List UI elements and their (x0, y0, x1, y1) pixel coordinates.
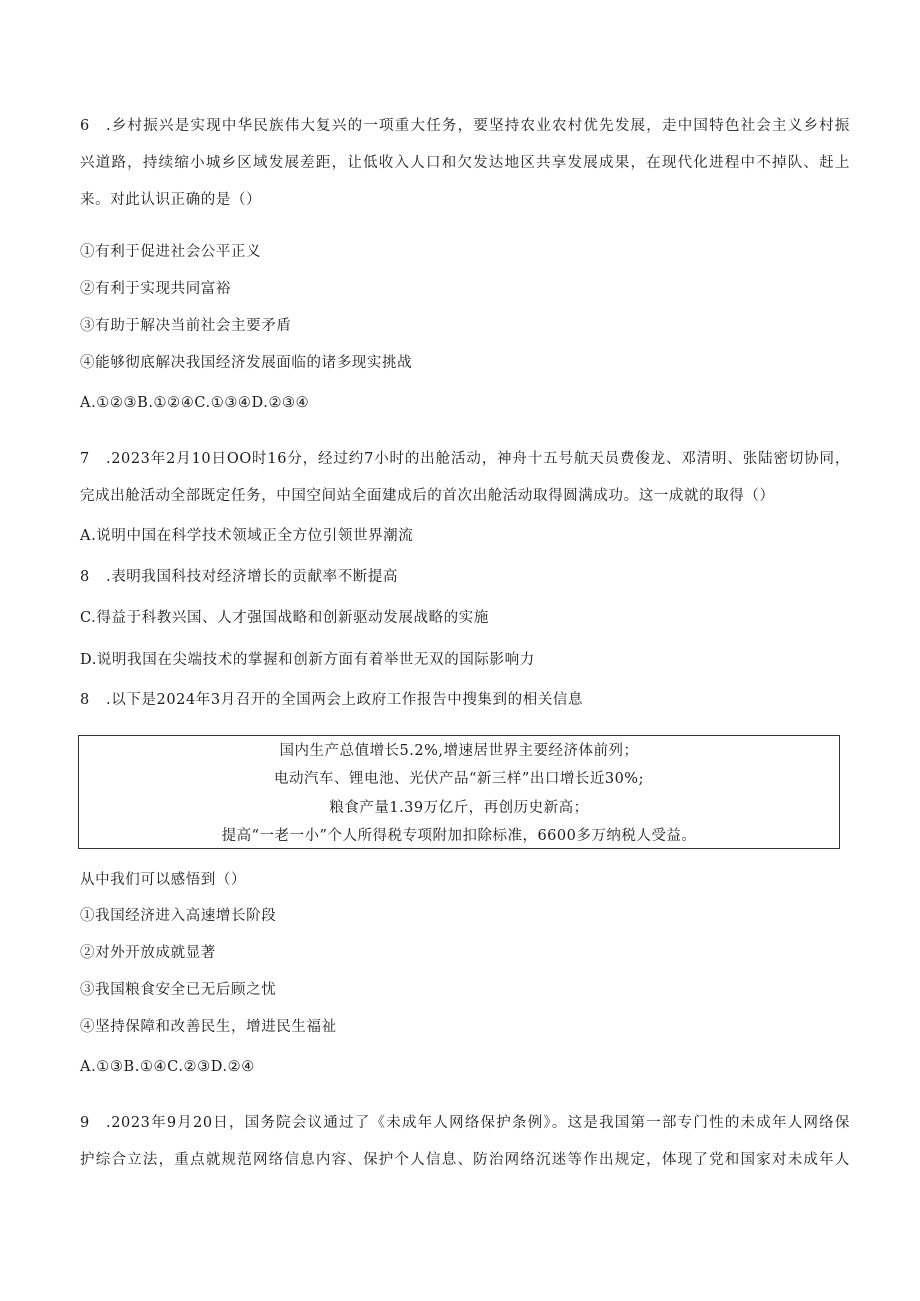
q6-number: 6 (80, 118, 90, 134)
q8-number: 8 (80, 692, 90, 708)
q9-line-2: 护综合立法，重点就规范网络信息内容、保护个人信息、防治网络沉迷等作出规定，体现了党和国家对未成年人 (80, 1152, 850, 1168)
q8-option-4: ④坚持保障和改善民生，增进民生福祉 (80, 1019, 337, 1035)
q9-stem-1: .2023年9月20日，国务院会议通过了《未成年人网络保护条例》。这是我国第一部专门性的未成年人网络保 (106, 1115, 850, 1131)
q8-stem-1: .以下是2024年3月召开的全国两会上政府工作报告中搜集到的相关信息 (106, 692, 584, 708)
q6-line-2: 兴道路，持续缩小城乡区域发展差距，让低收入人口和欠发达地区共享发展成果，在现代化进程中不掉队、赶上 (80, 155, 850, 171)
q6-line-1 (80, 116, 850, 136)
q6-option-3: ③有助于解决当前社会主要矛盾 (80, 318, 292, 334)
q6-option-4: ④能够彻底解决我国经济发展面临的诸多现实挑战 (80, 355, 413, 371)
q8-option-1: ①我国经济进入高速增长阶段 (80, 908, 277, 924)
q7-option-c: C.得益于科教兴国、人才强国战略和创新驱动发展战略的实施 (80, 610, 489, 626)
q8-info-row-3: 粮食产量1.39万亿斤，再创历史新高； (329, 800, 589, 816)
q7-number: 7 (80, 451, 90, 467)
q6-line-3: 来。对此认识正确的是（） (80, 192, 262, 208)
q9-number: 9 (80, 1115, 90, 1131)
q7-option-b-text: .表明我国科技对经济增长的贡献率不断提高 (106, 569, 399, 585)
q8-info-row-4: 提高“一老一小”个人所得税专项附加扣除标准，6600多万纳税人受益。 (221, 828, 697, 844)
q7-option-b (80, 567, 850, 587)
q7-option-d: D.说明我国在尖端技术的掌握和创新方面有着举世无双的国际影响力 (80, 652, 535, 668)
q6-option-2: ②有利于实现共同富裕 (80, 281, 231, 297)
q6-stem-1: .乡村振兴是实现中华民族伟大复兴的一项重大任务，要坚持农业农村优先发展，走中国特色社会主义乡村振 (106, 118, 850, 134)
q8-line-1 (80, 690, 850, 710)
q7-option-b-number: 8 (80, 569, 90, 585)
q8-info-row-2: 电动汽车、锂电池、光伏产品“新三样”出口增长近30%; (274, 771, 644, 787)
q8-info-box (78, 735, 840, 849)
q7-option-a: A.说明中国在科学技术领域正全方位引领世界潮流 (80, 528, 414, 544)
q6-answer-choices: A.①②③B.①②④C.①③④D.②③④ (80, 395, 310, 411)
q7-line-1 (80, 449, 850, 469)
q6-option-1: ①有利于促进社会公平正义 (80, 244, 262, 260)
q7-stem-1: .2023年2月10日OO时16分，经过约7小时的出舱活动，神舟十五号航天员费俊龙、邓清明、张陆密切协同， (106, 451, 850, 467)
q7-line-2: 完成出舱活动全部既定任务，中国空间站全面建成后的首次出舱活动取得圆满成功。这一成就的取得（） (80, 488, 775, 504)
q9-line-1 (80, 1113, 850, 1133)
q8-option-2: ②对外开放成就显著 (80, 945, 216, 961)
q8-answer-choices: A.①③B.①④C.②③D.②④ (80, 1059, 255, 1075)
q8-prompt: 从中我们可以感悟到（） (80, 872, 247, 888)
q8-info-row-1: 国内生产总值增长5.2%,增速居世界主要经济体前列； (279, 743, 639, 759)
q8-option-3: ③我国粮食安全已无后顾之忧 (80, 982, 277, 998)
